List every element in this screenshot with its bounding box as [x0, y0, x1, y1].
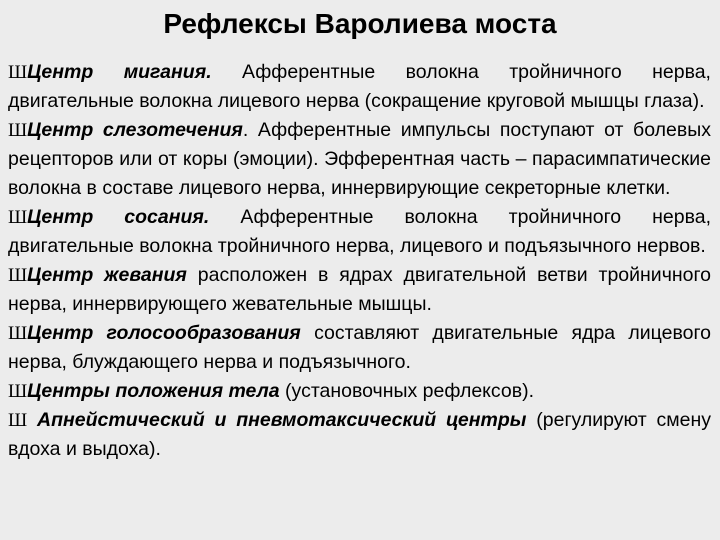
- item-text: Афферентные волокна тройничного нерва, двигательные волокна тройничного нерва, лицевого и подъязычного нервов.: [8, 206, 711, 257]
- bullet-glyph: Ш: [8, 265, 28, 286]
- slide-body: [8, 58, 711, 464]
- list-item-respiratory-centers: [8, 406, 711, 464]
- item-text: расположен в ядрах двигательной ветви тройничного нерва, иннервирующего жевательные мышцы.: [8, 264, 711, 315]
- list-item-blink-center: [8, 58, 711, 116]
- item-text: (регулируют смену вдоха и выдоха).: [8, 409, 712, 460]
- list-item-lacrimation-center: [8, 116, 711, 203]
- bullet-glyph: Ш: [8, 120, 28, 141]
- bullet-glyph: Ш: [8, 62, 28, 83]
- item-text: (установочных рефлексов).: [279, 380, 535, 402]
- item-heading: Центр мигания.: [27, 61, 212, 83]
- item-text: Афферентные волокна тройничного нерва, двигательные волокна лицевого нерва (сокращение круговой мышцы глаза).: [8, 61, 711, 112]
- bullet-glyph: Ш: [8, 410, 28, 431]
- list-item-posture-centers: [8, 377, 711, 406]
- bullet-glyph: Ш: [8, 207, 28, 228]
- item-heading: Центр слезотечения: [27, 119, 243, 141]
- item-text: составляют двигательные ядра лицевого нерва, блуждающего нерва и подъязычного.: [8, 322, 711, 373]
- list-item-sucking-center: [8, 203, 711, 261]
- slide-title: Рефлексы Варолиева моста: [163, 8, 557, 39]
- item-text: . Афферентные импульсы поступают от болевых рецепторов или от коры (эмоции). Эфферентная часть – парасимпатические волокна в составе лицевого нерва, иннервирующие секреторные клетки.: [8, 119, 711, 199]
- bullet-glyph: Ш: [8, 381, 28, 402]
- item-heading: Центр сосания.: [27, 206, 210, 228]
- list-item-chewing-center: [8, 261, 711, 319]
- bullet-glyph: Ш: [8, 323, 28, 344]
- item-heading: Апнейстический и пневмотаксический центры: [27, 409, 527, 431]
- item-heading: Центры положения тела: [27, 380, 280, 402]
- item-heading: Центр голосообразования: [27, 322, 301, 344]
- list-item-phonation-center: [8, 319, 711, 377]
- item-heading: Центр жевания: [27, 264, 187, 286]
